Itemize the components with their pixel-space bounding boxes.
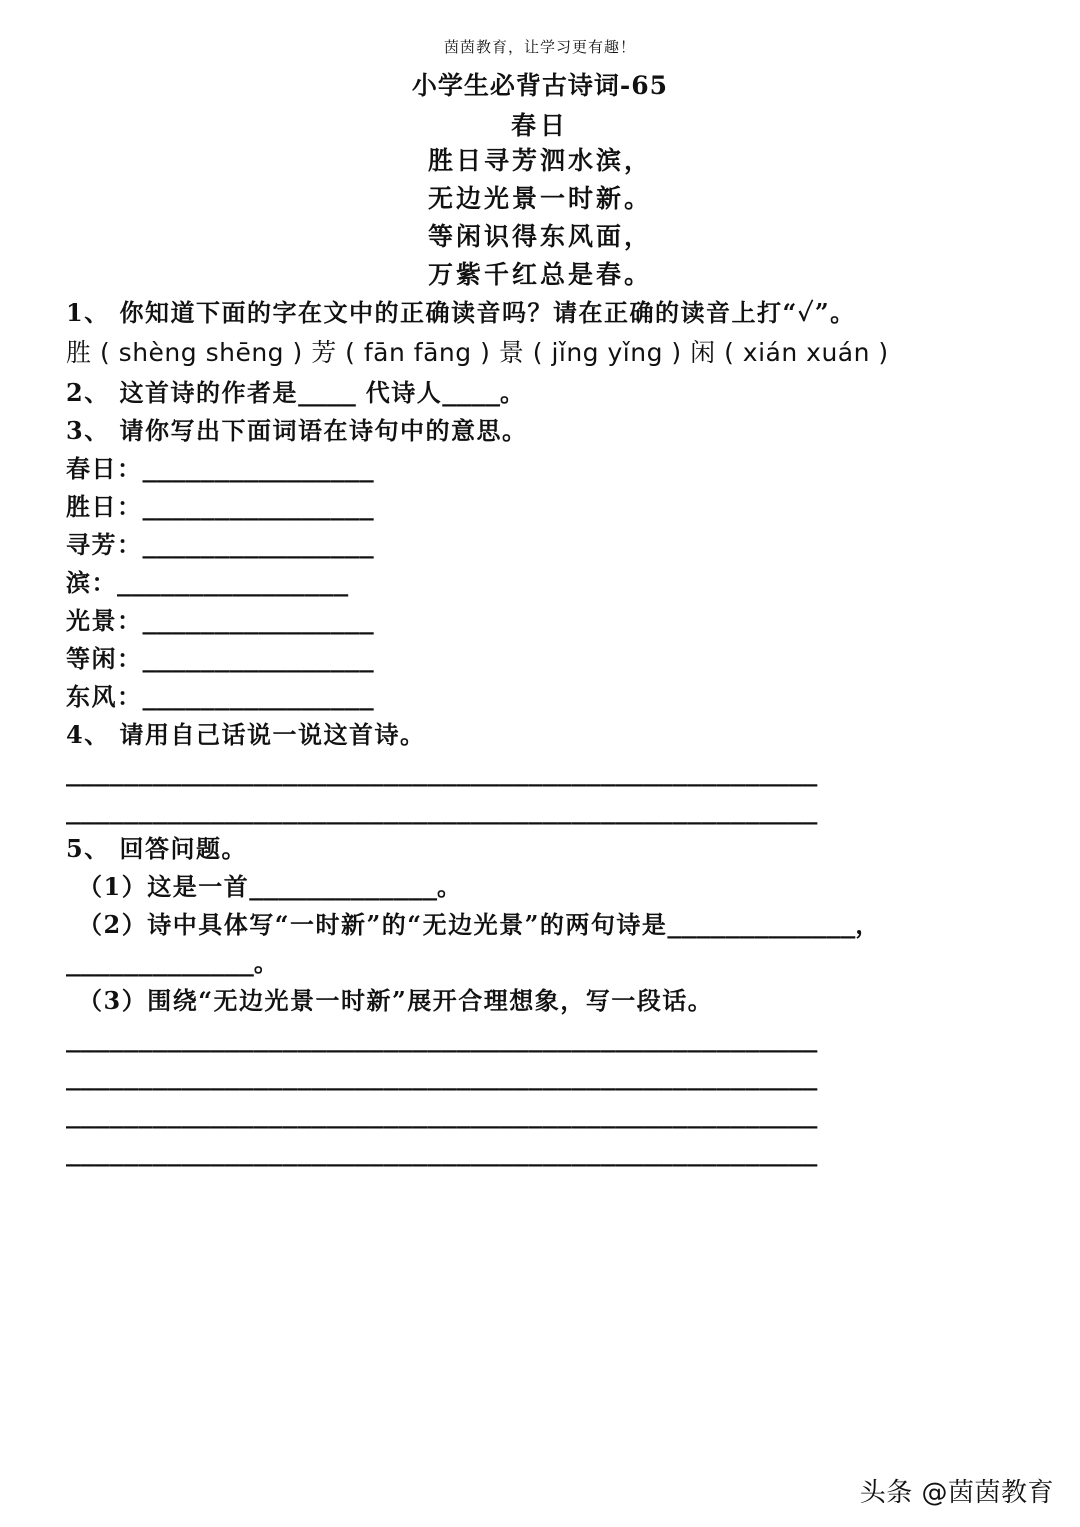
poem-line: 胜日寻芳泗水滨， [427, 146, 652, 175]
header-tagline: 茵茵教育，让学习更有趣！ [443, 38, 636, 56]
question-3-text: 3、 请你写出下面词语在诗句中的意思。 [66, 416, 528, 445]
pinyin-char: 景 [498, 338, 525, 367]
question-2-text: 代诗人 [355, 378, 443, 407]
pinyin-options[interactable]: ( xián xuán ) [724, 338, 889, 367]
poem-line: 万紫千红总是春。 [427, 260, 652, 289]
author-blank[interactable]: ____ [298, 379, 356, 407]
question-5-2-comma: ， [855, 910, 881, 939]
term-label: 胜日： [66, 492, 143, 521]
pinyin-options[interactable]: ( fān fāng ) [345, 338, 491, 367]
verse-blank[interactable]: _____________ [667, 911, 856, 939]
term-blank[interactable]: ________________ [142, 607, 374, 635]
answer-line[interactable]: ____________________________________________________ [66, 1101, 818, 1129]
term-row [66, 678, 1046, 716]
answer-line[interactable]: ____________________________________________________ [66, 1063, 818, 1091]
page-title: 小学生必背古诗词-65 [411, 71, 669, 100]
term-row [66, 488, 1046, 526]
term-blank[interactable]: ________________ [142, 645, 374, 673]
term-label: 光景： [66, 606, 143, 635]
question-4-text: 4、 请用自己话说一说这首诗。 [66, 720, 426, 749]
term-blank[interactable]: ________________ [142, 683, 374, 711]
pinyin-char: 芳 [311, 338, 337, 367]
term-label: 等闲： [66, 644, 143, 673]
question-5-2 [66, 906, 1046, 944]
answer-line[interactable]: ____________________________________________________ [66, 759, 818, 787]
question-5-1-end: 。 [437, 872, 463, 901]
term-row [66, 564, 1046, 602]
dynasty-blank[interactable]: ____ [442, 379, 501, 407]
poem-line: 无边光景一时新。 [427, 184, 652, 213]
term-row [66, 602, 1046, 640]
pinyin-options[interactable]: ( jǐng yǐng ) [532, 338, 682, 367]
term-label: 春日： [66, 454, 143, 483]
term-blank[interactable]: ________________ [142, 493, 374, 521]
poem-body [0, 142, 1080, 294]
question-5-text: 5、 回答问题。 [66, 834, 248, 863]
question-2 [66, 374, 1046, 412]
pinyin-options[interactable]: ( shèng shēng ) [99, 338, 303, 367]
poem-line: 等闲识得东风面， [427, 222, 652, 251]
poem-title: 春日 [510, 111, 569, 140]
watermark-text: 头条 @茵茵教育 [859, 1478, 1054, 1508]
term-row [66, 526, 1046, 564]
term-blank[interactable]: ________________ [142, 455, 374, 483]
question-5-3-text: （3）围绕“无边光景一时新”展开合理想象，写一段话。 [78, 986, 714, 1015]
term-row [66, 640, 1046, 678]
term-label: 寻芳： [66, 530, 143, 559]
term-label: 滨： [66, 568, 117, 597]
pinyin-char: 闲 [690, 338, 716, 367]
term-blank[interactable]: ________________ [142, 531, 374, 559]
question-5-2-text: （2）诗中具体写“一时新”的“无边光景”的两句诗是 [78, 910, 668, 939]
worksheet-questions [66, 294, 1046, 1172]
term-label: 东风： [66, 682, 143, 711]
poem-type-blank[interactable]: _____________ [249, 873, 438, 901]
pinyin-char: 胜 [66, 338, 92, 367]
answer-line[interactable]: ____________________________________________________ [66, 1139, 818, 1167]
question-5-2-continued [66, 944, 1046, 982]
pinyin-choices [66, 332, 1046, 374]
question-1-text: 1、 你知道下面的字在文中的正确读音吗？请在正确的读音上打“✓”。 [66, 298, 856, 327]
answer-line[interactable]: ____________________________________________________ [66, 1025, 818, 1053]
question-5-1-text: （1）这是一首 [78, 872, 250, 901]
question-5-2-end: 。 [253, 948, 280, 977]
verse-blank[interactable]: _____________ [66, 949, 254, 977]
term-row [66, 450, 1046, 488]
term-blank[interactable]: ________________ [117, 569, 349, 597]
question-2-end: 。 [500, 378, 526, 407]
question-2-text: 2、 这首诗的作者是 [66, 378, 299, 407]
answer-line[interactable]: ____________________________________________________ [66, 797, 818, 825]
question-5-1 [66, 868, 1046, 906]
